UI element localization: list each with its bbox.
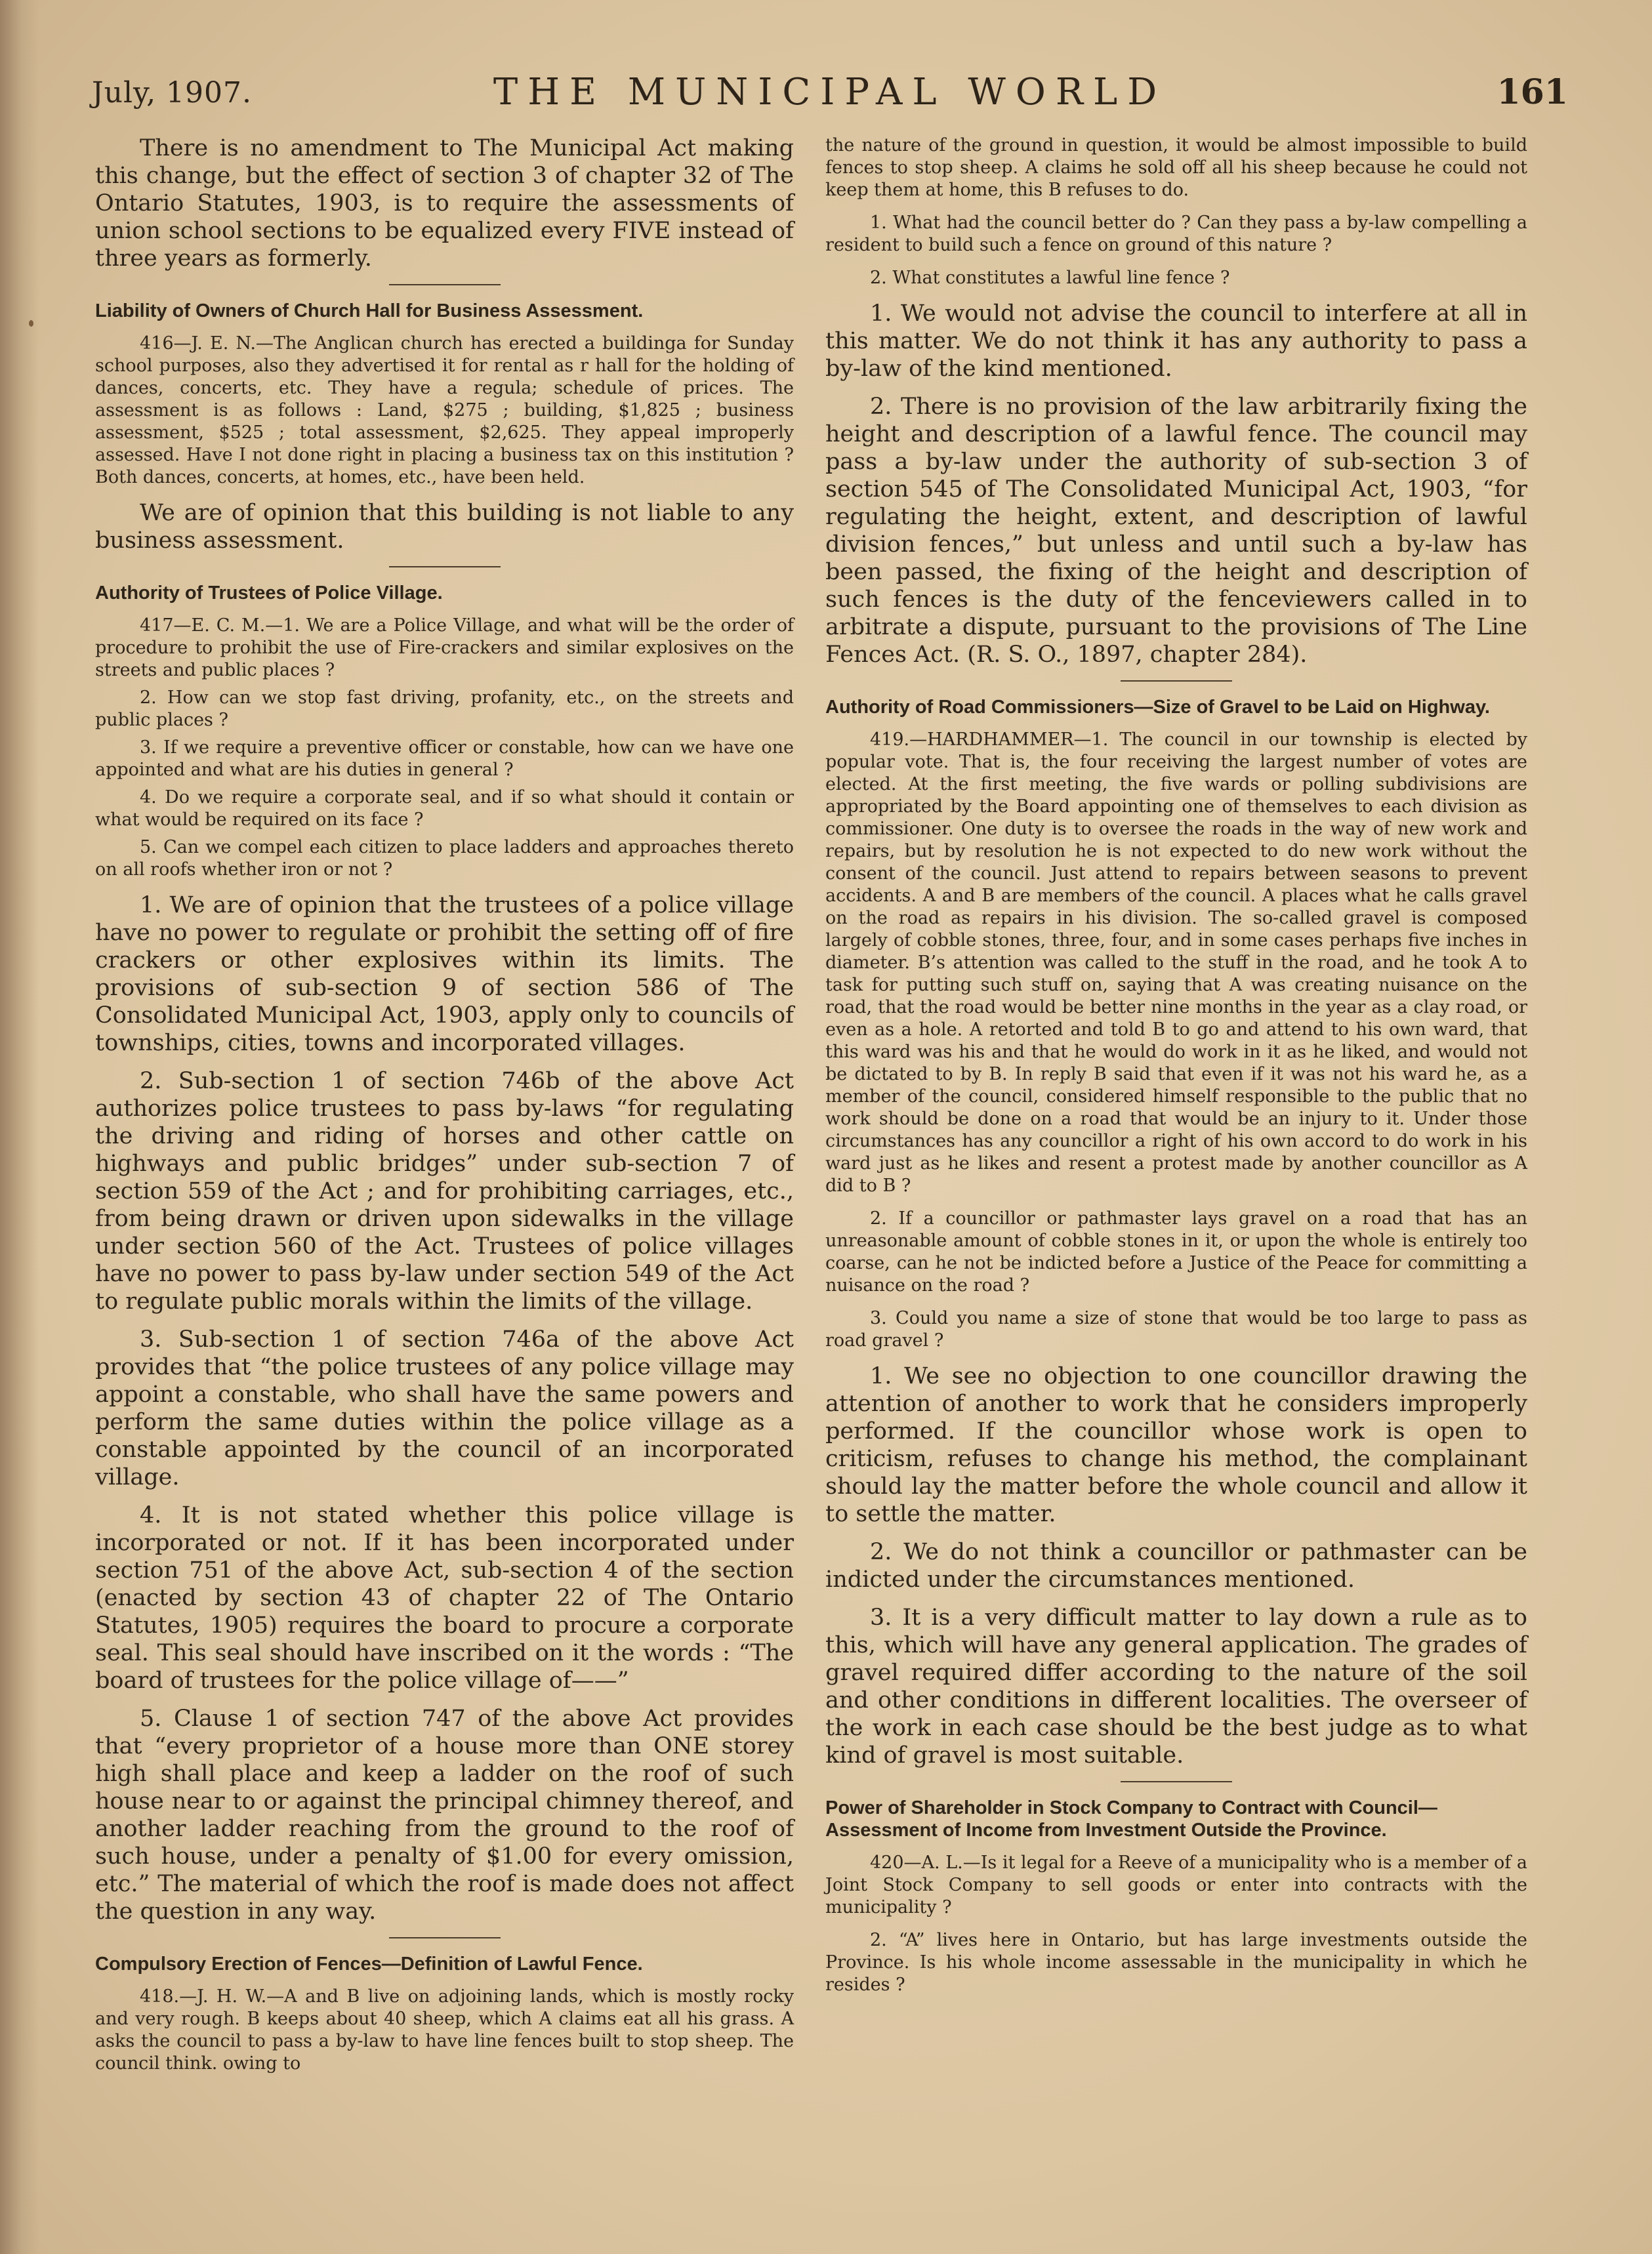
- binding-shadow: [0, 0, 39, 2254]
- section-divider: [1121, 1781, 1232, 1782]
- heading-419: Authority of Road Commissioners—Size of Gravel to be Laid on Highway.: [825, 697, 1490, 718]
- right-column: [825, 134, 1527, 1996]
- section-divider: [389, 1937, 501, 1938]
- answer-417-4: 4. It is not stated whether this police village is incorporated or not. If it has been incorporated under section 751 of the above Act, sub-section 4 of the section (enacted by section 43 of chapter 22 of The Ontario Statutes, 1905) requires the board to procure a corporate seal. This seal should have inscribed on it the words : “The board of trustees for the police village of——”: [95, 1502, 794, 1694]
- answer-416: We are of opinion that this building is not liable to any business assessment.: [95, 500, 794, 554]
- question-419-1: 419.—HARDHAMMER—1. The council in our township is elected by popular vote. That is, the four receiving the largest number of votes are elected. At the first meeting, the five wards or polling subdivisions are appropriated by the Board appointing one of themselves to each division as commissioner. One duty is to oversee the roads in the way of new work and repairs, but by resolution he is not expected to do new work without the consent of the council. Just attend to repairs between seasons to prevent accidents. A and B are members of the council. A places what he calls gravel on the road as repairs in his division. The so-called gravel is composed largely of cobble stones, three, four, and in some cases perhaps five inches in diameter. B’s attention was called to the stuff in the road, and he took A to task for putting such stuff on, saying that A was creating nuisance on the road, that the road would be better nine months in the year as a clay road, or even as a hole. A retorted and told B to go and attend to his own ward, that this ward was his and that he would do work in it as he liked, and would not be dictated to by B. In reply B said that even if it was not his ward he, as a member of the council, considered himself responsible to the public that no work should be done on a road that would be an injury to it. Under those circumstances has any councillor a right of his own accord to do work in his ward just as he likes and resent a protest made by another councillor as A did to B ?: [825, 729, 1527, 1196]
- question-416: 416—J. E. N.—The Anglican church has erected a buildinga for Sunday school purposes, also they advertised it for rental as r hall for the holding of dances, concerts, etc. They have a regula; schedule of prices. The assessment is as follows : Land, $275 ; building, $1,825 ; business assessment, $525 ; total assessment, $2,625. They appeal improperly assessed. Have I not done right in placing a business tax on this institution ? Both dances, concerts, at homes, etc., have been held.: [95, 333, 794, 487]
- question-417-1: 417—E. C. M.—1. We are a Police Village, and what will be the order of procedure to prohibit the use of Fire-crackers and similar explosives on the streets and public places ?: [95, 615, 794, 680]
- answer-417-2: 2. Sub-section 1 of section 746b of the above Act authorizes police trustees to pass by-laws “for regulating the driving and riding of horses and other cattle on highways and public bridges” under sub-section 7 of section 559 of the Act ; and for prohibiting carriages, etc., from being drawn or driven upon sidewalks in the village under section 560 of the Act. Trustees of police villages have no power to pass by-law under section 549 of the Act to regulate public morals within the limits of the village.: [95, 1068, 794, 1315]
- question-418-2: 2. What constitutes a lawful line fence ?: [870, 268, 1230, 288]
- question-418-1: 1. What had the council better do ? Can they pass a by-law compelling a resident to build such a fence on ground of this nature ?: [825, 213, 1527, 255]
- section-divider: [389, 566, 501, 567]
- issue-date: July, 1907.: [92, 76, 252, 110]
- question-419-2: 2. If a councillor or pathmaster lays gravel on a road that has an unreasonable amount of cobble stones in it, or upon the whole is entirely too coarse, can he not be indicted before a Justice of the Peace for committing a nuisance on the road ?: [825, 1208, 1527, 1296]
- question-417-3: 3. If we require a preventive officer or constable, how can we have one appointed and what are his duties in general ?: [95, 737, 794, 780]
- masthead: THE MUNICIPAL WORLD: [493, 71, 1167, 113]
- section-divider: [389, 284, 501, 285]
- left-column: [95, 134, 794, 2075]
- question-419-3: 3. Could you name a size of stone that would be too large to pass as road gravel ?: [825, 1308, 1527, 1351]
- question-417-4: 4. Do we require a corporate seal, and if so what should it contain or what would be required on its face ?: [95, 787, 794, 830]
- answer-418-2: 2. There is no provision of the law arbitrarily fixing the height and description of a lawful fence. The council may pass a by-law under the authority of sub-section 3 of section 545 of The Consolidated Municipal Act, 1903, “for regulating the height, extent, and description of lawful division fences,” but unless and until such a by-law has been passed, the fixing of the height and description of such fences is the duty of the fenceviewers called in to arbitrate a dispute, pursuant to the provisions of The Line Fences Act. (R. S. O., 1897, chapter 284).: [825, 394, 1527, 668]
- answer-417-1: 1. We are of opinion that the trustees of a police village have no power to regulate or prohibit the setting off of fire crackers or other explosives within its limits. The provisions of sub-section 9 of section 586 of The Consolidated Municipal Act, 1903, apply only to councils of townships, cities, towns and incorporated villages.: [95, 892, 794, 1056]
- answer-417-3: 3. Sub-section 1 of section 746a of the above Act provides that “the police trustees of any police village may appoint a constable, who shall have the same powers and perform the same duties within the police village as a constable appointed by the council of an incorporated village.: [95, 1326, 794, 1490]
- intro-paragraph: There is no amendment to The Municipal Act making this change, but the effect of section 3 of chapter 32 of The Ontario Statutes, 1903, is to require the assessments of union school sections to be equalized every FIVE instead of three years as formerly.: [95, 135, 794, 272]
- question-418-start: 418.—J. H. W.—A and B live on adjoining lands, which is mostly rocky and very rough. B keeps about 40 sheep, which A claims eat all his grass. A asks the council to pass a by-law to have line fences built to stop sheep. The council think. owing to: [95, 1986, 794, 2074]
- question-420-2: 2. “A” lives here in Ontario, but has large investments outside the Province. Is his whole income assessable in the municipality in which he resides ?: [825, 1930, 1527, 1995]
- margin-speck: [29, 320, 33, 327]
- question-420-1: 420—A. L.—Is it legal for a Reeve of a municipality who is a member of a Joint Stock Company to sell goods or enter into contracts with the municipality ?: [825, 1853, 1527, 1917]
- question-417-2: 2. How can we stop fast driving, profanity, etc., on the streets and public places ?: [95, 687, 794, 730]
- page-number: 161: [1497, 72, 1568, 112]
- answer-417-5: 5. Clause 1 of section 747 of the above Act provides that “every proprietor of a house more than ONE storey high shall place and keep a ladder on the roof of such house near to or against the principal chimney thereof, and another ladder reaching from the ground to the roof of such house, under a penalty of $1.00 for every omission, etc.” The material of which the roof is made does not affect the question in any way.: [95, 1706, 794, 1925]
- answer-419-3: 3. It is a very difficult matter to lay down a rule as to this, which will have any general application. The grades of gravel required differ according to the nature of the soil and other conditions in different localities. The overseer of the work in each case should be the best judge as to what kind of gravel is most suitable.: [825, 1605, 1527, 1769]
- heading-417: Authority of Trustees of Police Village.: [95, 583, 443, 604]
- question-418-end: the nature of the ground in question, it would be almost impossible to build fences to stop sheep. A claims he sold off all his sheep because he could not keep them at home, this B refuses to do.: [825, 135, 1527, 200]
- answer-419-1: 1. We see no objection to one councillor drawing the attention of another to work that he considers improperly performed. If the councillor whose work is open to criticism, refuses to change his method, the complainant should lay the matter before the whole council and allow it to settle the matter.: [825, 1363, 1527, 1527]
- heading-420: Power of Shareholder in Stock Company to Contract with Council—Assessment of Income from Investment Outside the Province.: [825, 1797, 1437, 1841]
- heading-418: Compulsory Erection of Fences—Definition of Lawful Fence.: [95, 1954, 643, 1975]
- page-header: [92, 71, 1568, 123]
- answer-419-2: 2. We do not think a councillor or pathmaster can be indicted under the circumstances mentioned.: [825, 1539, 1527, 1593]
- heading-416: Liability of Owners of Church Hall for Business Assessment.: [95, 300, 644, 321]
- section-divider: [1121, 680, 1232, 682]
- question-417-5: 5. Can we compel each citizen to place ladders and approaches thereto on all roofs whether iron or not ?: [95, 837, 794, 880]
- answer-418-1: 1. We would not advise the council to interfere at all in this matter. We do not think it has any authority to pass a by-law of the kind mentioned.: [825, 300, 1527, 382]
